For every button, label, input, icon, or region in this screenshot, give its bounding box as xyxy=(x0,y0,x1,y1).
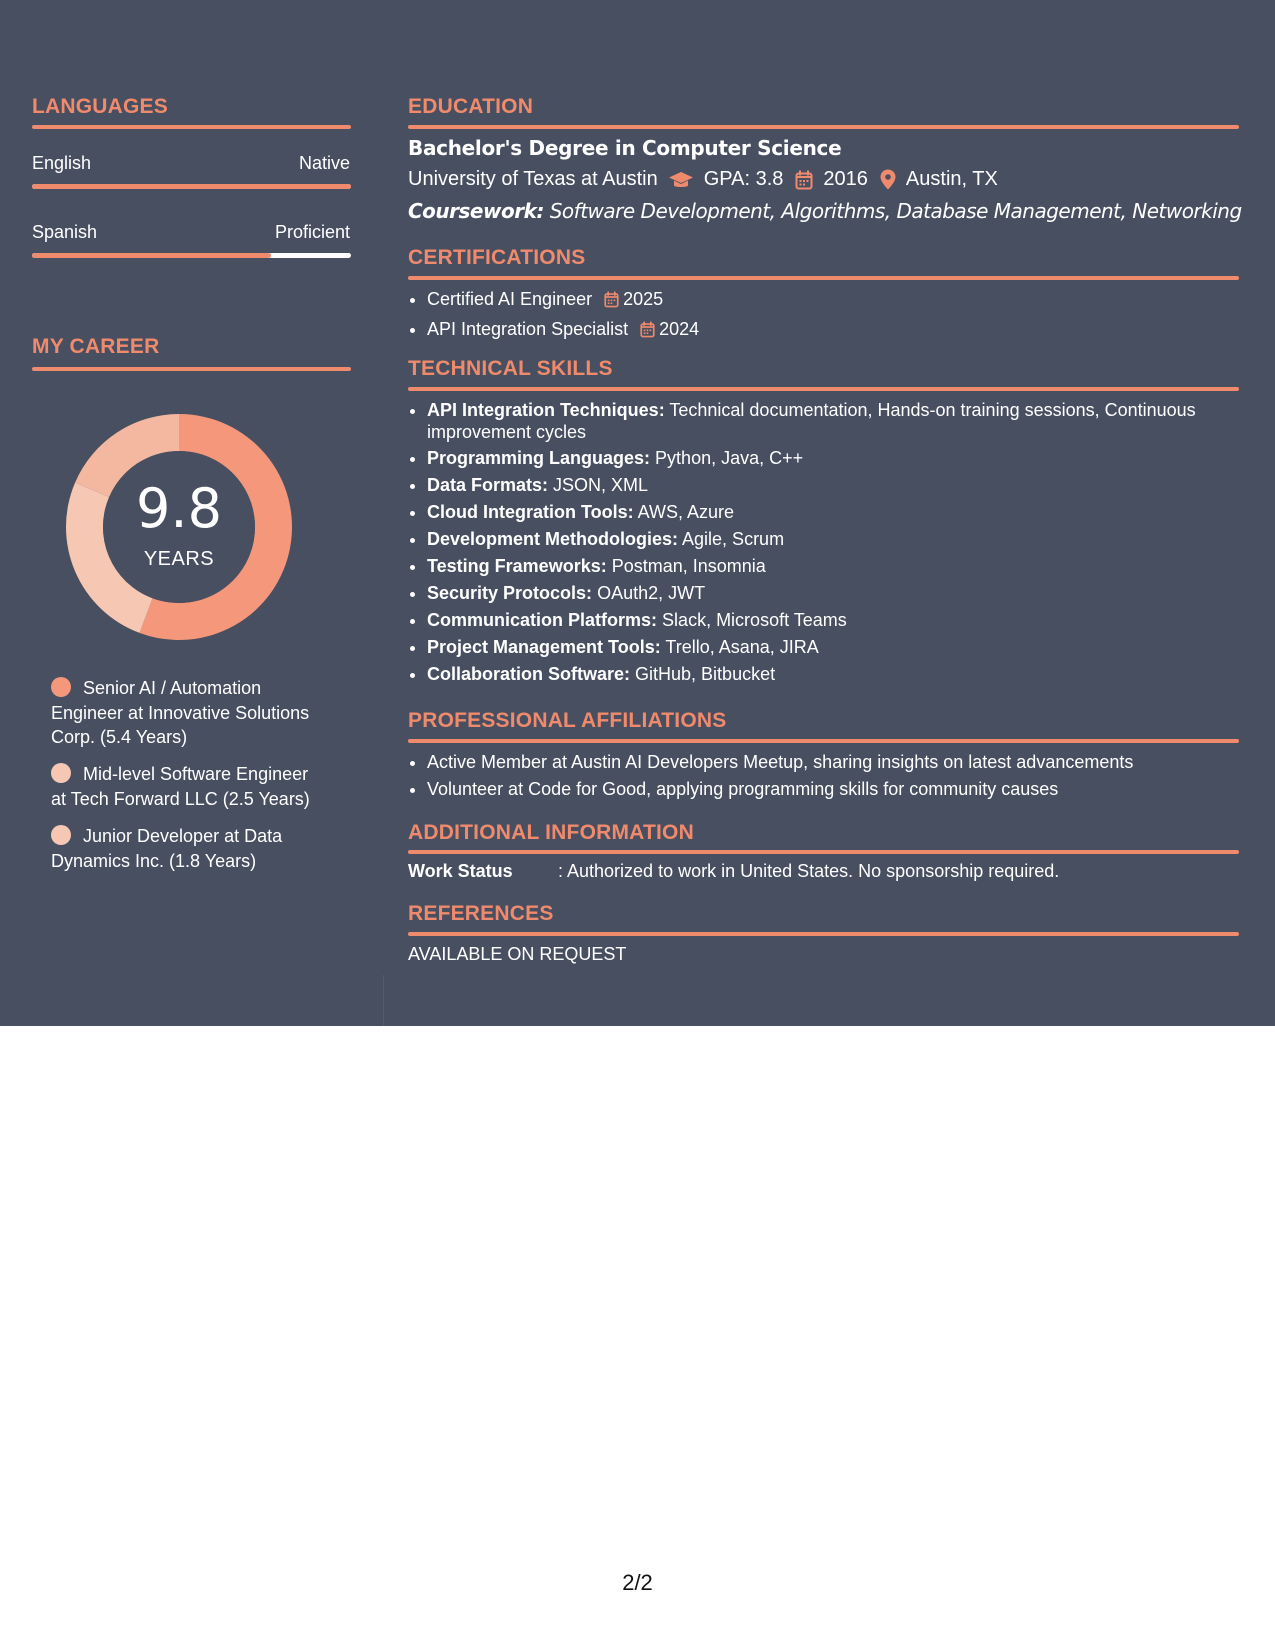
language-name: Spanish xyxy=(32,222,98,242)
column-divider xyxy=(383,975,384,1026)
skill-category: Testing Frameworks: xyxy=(427,556,607,576)
language-proficiency-fill xyxy=(32,184,351,189)
calendar-icon xyxy=(640,321,655,343)
list-item xyxy=(427,663,1247,685)
skill-values: Technical documentation, Hands-on training sessions, Continuous improvement cycles xyxy=(427,400,1196,442)
skill-values: Python, Java, C++ xyxy=(655,448,804,468)
education-gpa: GPA: 3.8 xyxy=(703,168,784,190)
skill-values: AWS, Azure xyxy=(637,502,735,522)
list-item xyxy=(427,582,1247,604)
language-proficiency-fill xyxy=(32,253,271,258)
certifications-list xyxy=(408,288,1247,348)
coursework-label: Coursework: xyxy=(408,199,544,223)
skill-category: API Integration Techniques: xyxy=(427,400,665,420)
skill-values: Slack, Microsoft Teams xyxy=(662,610,847,630)
skill-values: Postman, Insomnia xyxy=(611,556,766,576)
references-text: AVAILABLE ON REQUEST xyxy=(408,944,627,964)
skill-values: JSON, XML xyxy=(553,475,649,495)
certification-year: 2025 xyxy=(623,289,664,309)
career-role-label: Senior AI / Automation Engineer at Innovative Solutions Corp. (5.4 Years) xyxy=(51,678,310,747)
certifications-rule xyxy=(408,276,1239,280)
career-role-label: Junior Developer at Data Dynamics Inc. (1.8 Years) xyxy=(51,826,283,871)
skill-category: Development Methodologies: xyxy=(427,529,679,549)
career-total-years: 9.8 xyxy=(136,477,222,540)
skill-values: OAuth2, JWT xyxy=(597,583,706,603)
education-year: 2016 xyxy=(823,168,868,190)
career-role xyxy=(51,824,326,873)
language-proficiency-bar xyxy=(32,184,351,189)
list-item xyxy=(427,636,1247,658)
language-level: Proficient xyxy=(274,222,350,242)
list-item xyxy=(427,555,1247,577)
certification-name: API Integration Specialist xyxy=(427,319,629,339)
skills-title: TECHNICAL SKILLS xyxy=(408,357,613,380)
skill-category: Collaboration Software: xyxy=(427,664,631,684)
calendar-icon xyxy=(604,291,619,313)
career-rule xyxy=(32,367,351,371)
skill-category: Security Protocols: xyxy=(427,583,593,603)
work-status-value: : Authorized to work in United States. No sponsorship required. xyxy=(558,861,1060,881)
skill-category: Data Formats: xyxy=(427,475,549,495)
education-coursework xyxy=(408,199,1242,223)
list-item xyxy=(427,474,1247,496)
career-legend-dot xyxy=(51,677,71,697)
skill-values: Agile, Scrum xyxy=(682,529,785,549)
additional-info-rule xyxy=(408,850,1239,854)
skills-rule xyxy=(408,387,1239,391)
skill-category: Project Management Tools: xyxy=(427,637,661,657)
skill-category: Communication Platforms: xyxy=(427,610,658,630)
affiliations-title: PROFESSIONAL AFFILIATIONS xyxy=(408,709,727,732)
languages-title: LANGUAGES xyxy=(32,95,168,118)
education-school: University of Texas at Austin xyxy=(408,168,658,190)
list-item xyxy=(427,288,1247,313)
affiliations-rule xyxy=(408,739,1239,743)
skills-list xyxy=(408,399,1247,690)
career-role-label: Mid-level Software Engineer at Tech Forward LLC (2.5 Years) xyxy=(51,764,310,809)
language-level: Native xyxy=(298,153,350,173)
work-status-row xyxy=(408,861,1059,882)
map-pin-icon xyxy=(880,169,896,190)
list-item xyxy=(427,501,1247,523)
career-total-unit: YEARS xyxy=(143,548,215,570)
list-item: • Volunteer at Code for Good, applying programming skills for community causes xyxy=(427,778,1247,800)
languages-rule xyxy=(32,125,351,129)
education-title: EDUCATION xyxy=(408,95,534,118)
affiliations-list xyxy=(408,751,1247,805)
references-title: REFERENCES xyxy=(408,902,554,925)
list-item xyxy=(427,528,1247,550)
career-role xyxy=(51,676,326,750)
list-item: • Active Member at Austin AI Developers Meetup, sharing insights on latest advancements xyxy=(427,751,1247,773)
career-donut-chart xyxy=(66,414,292,640)
career-title: MY CAREER xyxy=(32,335,160,358)
certification-name: Certified AI Engineer xyxy=(427,289,593,309)
certification-year: 2024 xyxy=(659,319,700,339)
certifications-title: CERTIFICATIONS xyxy=(408,246,586,269)
language-proficiency-bar xyxy=(32,253,351,258)
education-location: Austin, TX xyxy=(905,168,998,190)
skill-category: Programming Languages: xyxy=(427,448,651,468)
graduation-cap-icon xyxy=(668,170,694,190)
education-details xyxy=(408,168,998,191)
coursework-text: Software Development, Algorithms, Database Management, Networking xyxy=(549,199,1242,223)
skill-values: GitHub, Bitbucket xyxy=(635,664,776,684)
language-name: English xyxy=(32,153,92,173)
education-degree: Bachelor's Degree in Computer Science xyxy=(408,136,842,160)
additional-info-title: ADDITIONAL INFORMATION xyxy=(408,821,694,844)
page-number: 2/2 xyxy=(622,1570,653,1595)
list-item xyxy=(427,447,1247,469)
career-legend-dot xyxy=(51,763,71,783)
career-legend-dot xyxy=(51,825,71,845)
list-item xyxy=(427,318,1247,343)
skill-values: Trello, Asana, JIRA xyxy=(665,637,819,657)
skill-category: Cloud Integration Tools: xyxy=(427,502,634,522)
list-item xyxy=(427,609,1247,631)
education-rule xyxy=(408,125,1239,129)
work-status-label: Work Status xyxy=(408,861,513,881)
career-role xyxy=(51,762,326,811)
references-rule xyxy=(408,932,1239,936)
calendar-icon xyxy=(795,170,813,190)
list-item xyxy=(427,399,1247,443)
